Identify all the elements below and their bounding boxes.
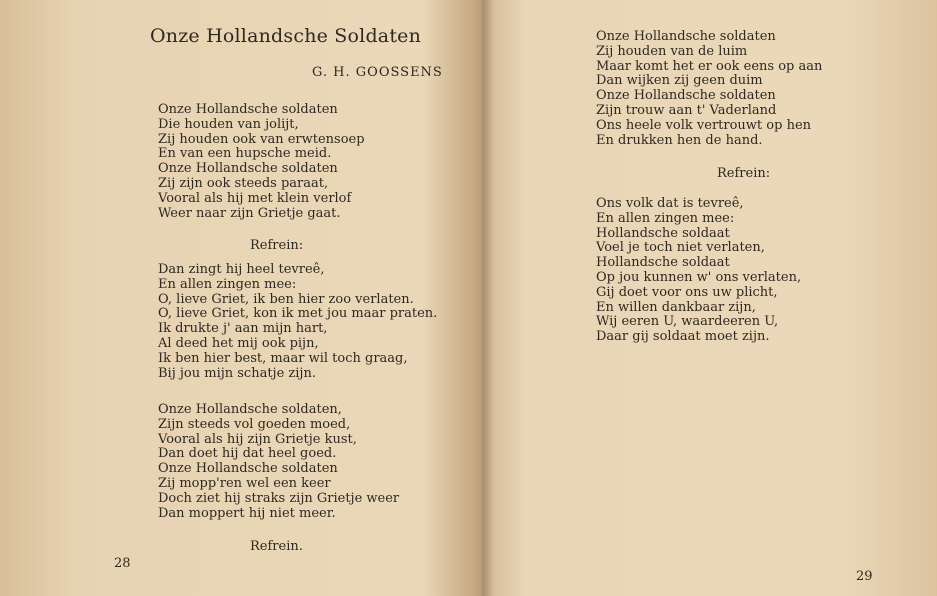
poem-line: Bij jou mijn schatje zijn. [158, 365, 316, 381]
poem-line: En willen dankbaar zijn, [596, 299, 756, 315]
poem-line: Onze Hollandsche soldaten, [158, 402, 342, 417]
poem-line: En allen zingen mee: [596, 210, 735, 226]
poem-line: Zij zijn ook steeds paraat, [158, 175, 329, 191]
poem-line: Vooral als hij met klein verlof [158, 190, 352, 206]
poem-line: En drukken hen de hand. [596, 132, 763, 148]
poem-line: Al deed het mij ook pijn, [158, 335, 319, 351]
poem-line: Onze Hollandsche soldaten [158, 461, 338, 477]
refrain-1 [158, 263, 437, 381]
poem-line: Hollandsche soldaat [596, 225, 730, 241]
poem-line: Doch ziet hij straks zijn Grietje weer [158, 490, 400, 506]
poem-line: Vooral als hij zijn Grietje kust, [158, 431, 357, 447]
refrain-label-right: Refrein: [717, 166, 771, 181]
poem-line: O, lieve Griet, kon ik met jou maar praten. [158, 306, 438, 322]
refrain-2 [596, 197, 801, 345]
poem-line: En allen zingen mee: [158, 276, 297, 292]
poem-line: Zij mopp'ren wel een keer [158, 475, 331, 491]
poem-line: Op jou kunnen w' ons verlaten, [596, 269, 802, 285]
poem-author: G. H. GOOSSENS [312, 65, 443, 80]
poem-line: Zijn trouw aan t' Vaderland [596, 102, 777, 118]
poem-line: Onze Hollandsche soldaten [596, 29, 776, 44]
poem-line: Zijn steeds vol goeden moed, [158, 416, 351, 432]
poem-line: Daar gij soldaat moet zijn. [596, 329, 770, 345]
poem-line: Hollandsche soldaat [596, 255, 730, 271]
verse-1 [158, 103, 365, 221]
poem-line: Zij houden ook van erwtensoep [158, 131, 365, 147]
refrain-label-end: Refrein. [250, 539, 303, 554]
poem-line: Ik ben hier best, maar wil toch graag, [158, 350, 408, 366]
poem-line: Onze Hollandsche soldaten [158, 161, 338, 177]
poem-line: Dan doet hij dat heel goed. [158, 446, 337, 462]
poem-line: En van een hupsche meid. [158, 146, 332, 162]
page-number-left: 28 [114, 556, 131, 571]
right-page [480, 0, 937, 596]
poem-line: Onze Hollandsche soldaten [596, 88, 776, 104]
poem-title: Onze Hollandsche Soldaten [150, 25, 422, 47]
poem-line: Gij doet voor ons uw plicht, [596, 284, 778, 300]
poem-line: Maar komt het er ook eens op aan [596, 58, 823, 74]
poem-line: Ons heele volk vertrouwt op hen [596, 117, 812, 133]
poem-line: Ons volk dat is tevreê, [596, 196, 744, 211]
poem-line: Dan moppert hij niet meer. [158, 505, 336, 521]
poem-line: Ik drukte j' aan mijn hart, [158, 321, 328, 337]
verse-3 [596, 30, 822, 148]
poem-line: Wij eeren U, waardeeren U, [596, 314, 779, 330]
poem-line: O, lieve Griet, ik ben hier zoo verlaten. [158, 291, 414, 307]
poem-line: Weer naar zijn Grietje gaat. [158, 205, 341, 221]
poem-line: Voel je toch niet verlaten, [596, 240, 765, 256]
poem-line: Dan zingt hij heel tevreê, [158, 262, 325, 277]
poem-line: Die houden van jolijt, [158, 116, 299, 132]
poem-line: Dan wijken zij geen duim [596, 73, 763, 89]
page-number-right: 29 [856, 569, 873, 584]
poem-line: Onze Hollandsche soldaten [158, 102, 338, 117]
verse-2 [158, 403, 399, 521]
poem-line: Zij houden van de luim [596, 43, 748, 59]
refrain-label-left: Refrein: [250, 238, 304, 253]
